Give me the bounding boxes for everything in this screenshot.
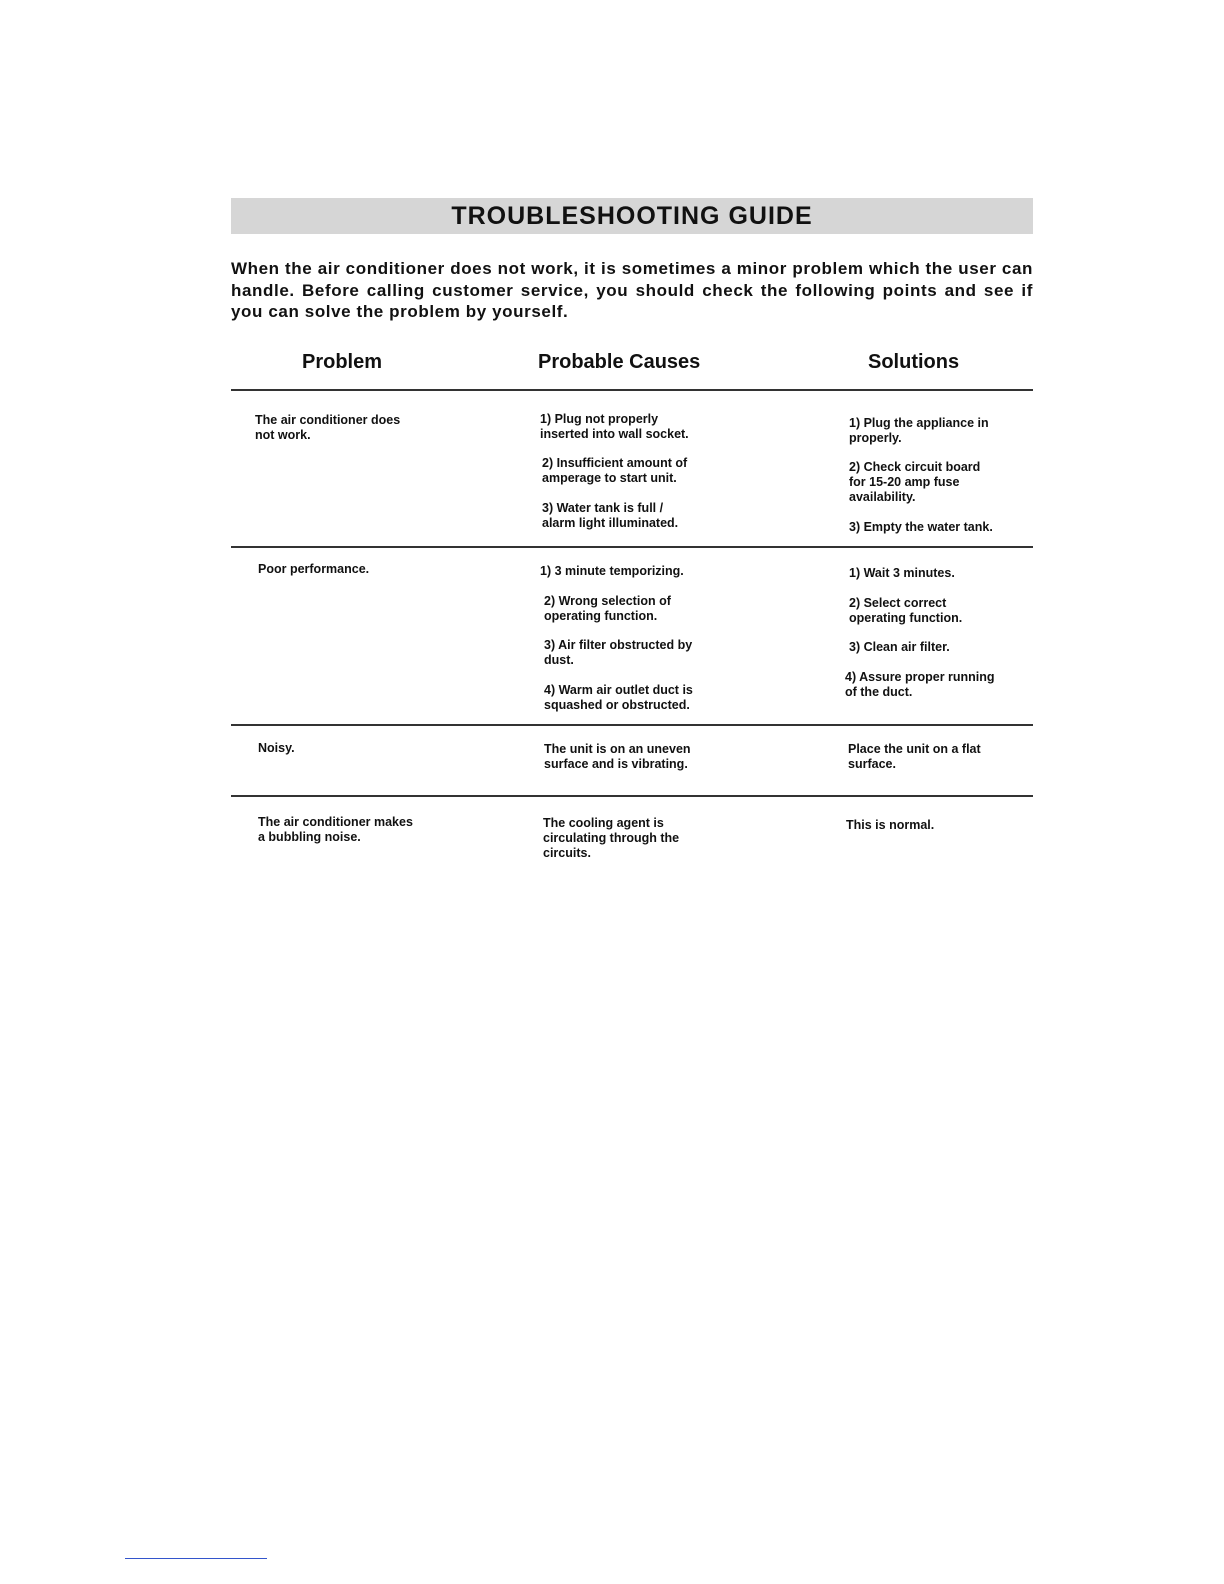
row-3-problem: Noisy. <box>258 741 295 755</box>
row-4-problem: The air conditioner makes a bubbling noise. <box>258 815 413 844</box>
row-divider-3 <box>231 795 1033 797</box>
row-4-cause-1: The cooling agent is circulating through the circuits. <box>543 816 680 860</box>
row-2-solution-1: 1) Wait 3 minutes. <box>849 566 955 580</box>
column-header-causes: Probable Causes <box>538 351 701 373</box>
row-divider-1 <box>231 546 1033 548</box>
row-1-cause-1: 1) Plug not properly inserted into wall socket. <box>540 412 689 441</box>
row-2-solution-3: 3) Clean air filter. <box>849 640 950 654</box>
row-1-solution-1: 1) Plug the appliance in properly. <box>849 416 989 445</box>
row-2-solution-2: 2) Select correct operating function. <box>849 596 963 625</box>
title-bar <box>231 198 1033 234</box>
row-3-cause-1: The unit is on an uneven surface and is vibrating. <box>544 742 691 771</box>
row-1-cause-2: 2) Insufficient amount of amperage to start unit. <box>542 456 688 485</box>
footer-underline <box>125 1558 267 1559</box>
column-header-problem: Problem <box>302 351 383 373</box>
row-2-solution-4: 4) Assure proper running of the duct. <box>845 670 995 699</box>
header-divider <box>231 389 1033 391</box>
row-2-cause-3: 3) Air filter obstructed by dust. <box>544 638 693 667</box>
column-header-solutions: Solutions <box>868 351 960 373</box>
intro-paragraph: When the air conditioner does not work, it is sometimes a minor problem which the user can handle. Before calling customer service, you should check the following points and see if you can solve the problem by yourself. <box>231 259 1033 321</box>
row-3-solution-1: Place the unit on a flat surface. <box>848 742 981 771</box>
row-1-cause-3: 3) Water tank is full / alarm light illuminated. <box>542 501 679 530</box>
row-2-cause-4: 4) Warm air outlet duct is squashed or obstructed. <box>544 683 693 712</box>
page-title: TROUBLESHOOTING GUIDE <box>451 201 813 230</box>
row-divider-2 <box>231 724 1033 726</box>
row-1-solution-2: 2) Check circuit board for 15-20 amp fuse availability. <box>849 460 981 504</box>
row-1-problem: The air conditioner does not work. <box>255 413 401 442</box>
row-2-cause-2: 2) Wrong selection of operating function. <box>544 594 671 623</box>
row-2-problem: Poor performance. <box>258 562 370 576</box>
row-2-cause-1: 1) 3 minute temporizing. <box>540 564 684 578</box>
row-4-solution-1: This is normal. <box>846 818 935 832</box>
row-1-solution-3: 3) Empty the water tank. <box>849 520 993 534</box>
